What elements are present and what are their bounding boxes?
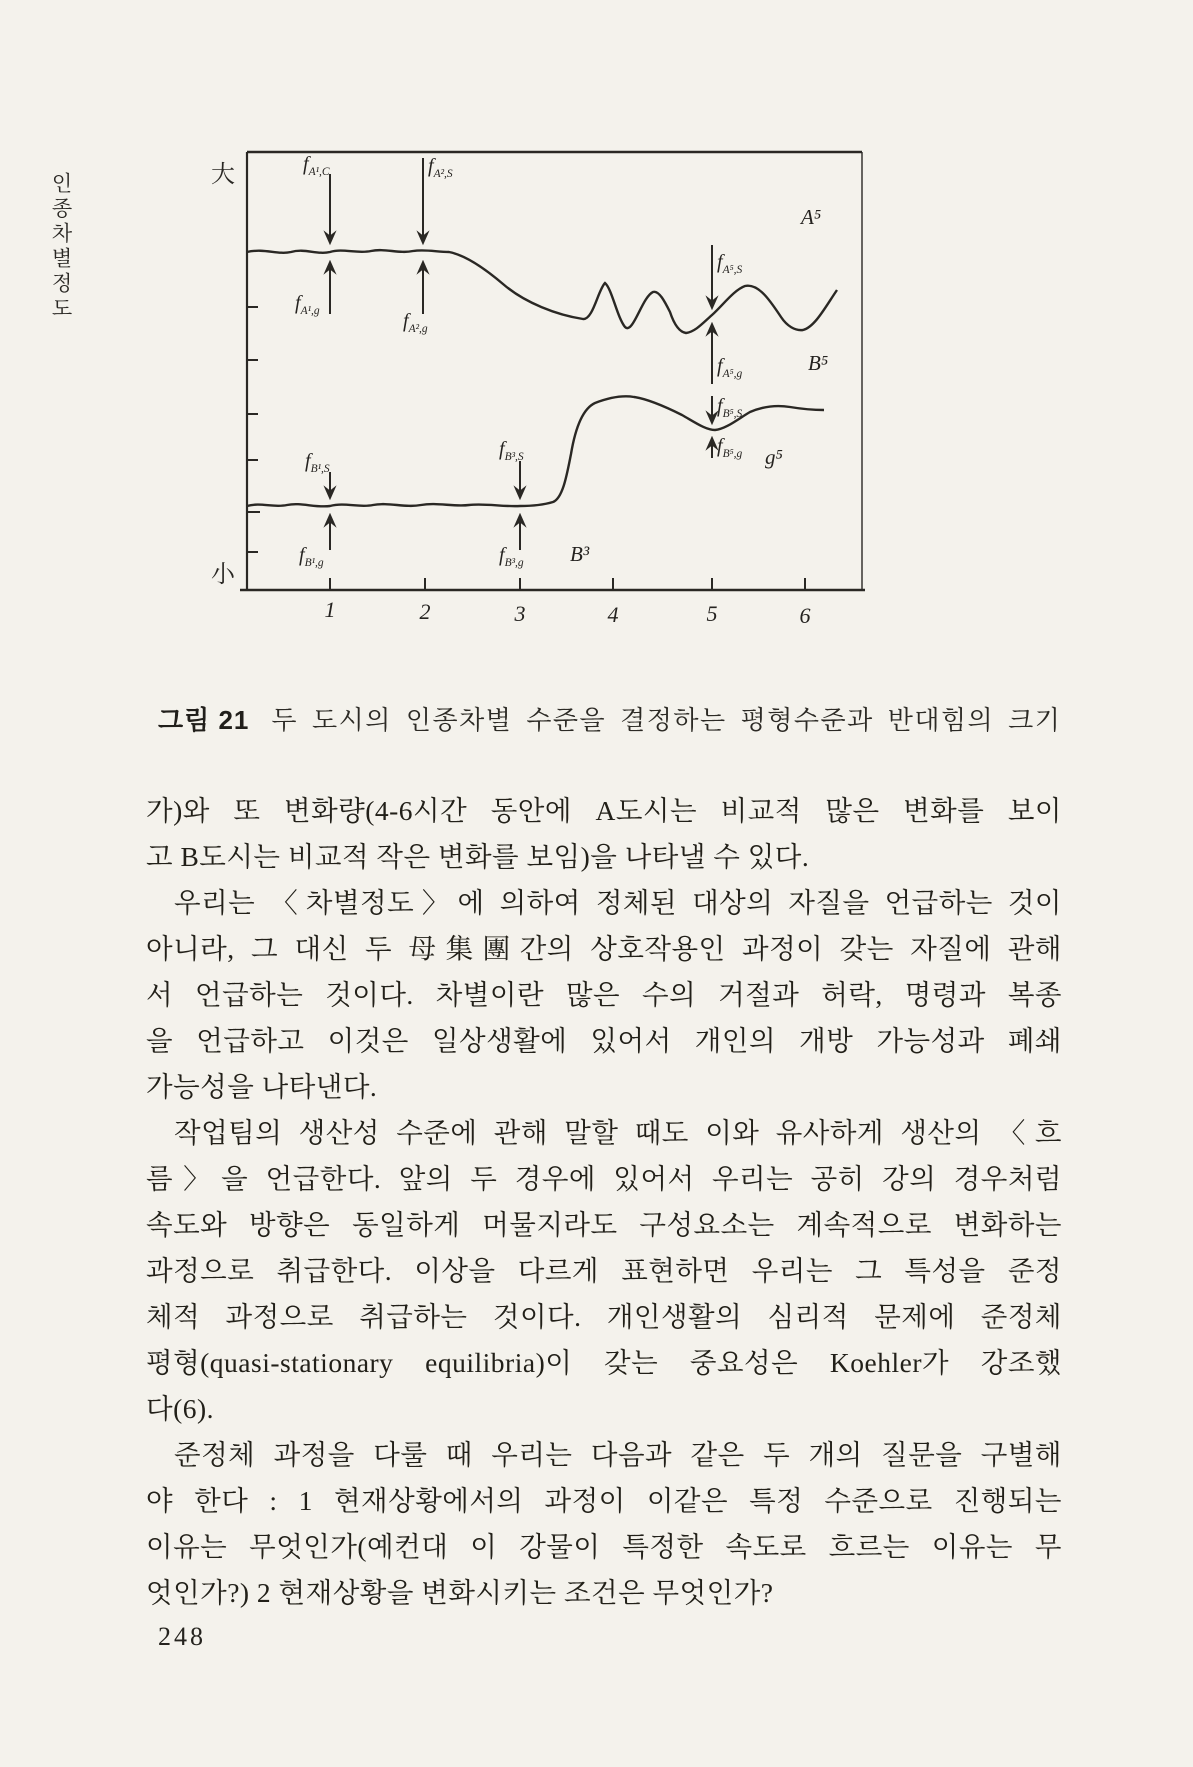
x-axis-labels <box>325 597 811 628</box>
curve-city-a <box>247 250 837 333</box>
body-line: 이유는 무엇인가(예컨대 이 강물이 특정한 속도로 흐르는 이유는 무 <box>146 1531 1062 1562</box>
body-line: 준정체 과정을 다룰 때 우리는 다음과 같은 두 개의 질문을 구별해 <box>174 1439 1062 1470</box>
y-axis-min-label: 小 <box>211 562 235 588</box>
curve-label-g5: g⁵ <box>765 445 783 469</box>
figure-caption-text: 두 도시의 인종차별 수준을 결정하는 평형수준과 반대힘의 크기 <box>271 706 1062 735</box>
x-tick-4: 4 <box>607 602 619 627</box>
page-number: 248 <box>158 1622 206 1651</box>
body-line: 야 한다 : 1 현재상황에서의 과정이 이같은 특정 수준으로 진행되는 <box>146 1485 1062 1516</box>
force-label-b3-down: $f_{B^3,S}$ <box>499 438 524 463</box>
curve-label-b5: B⁵ <box>808 351 829 375</box>
body-text <box>146 788 1062 1616</box>
x-axis-ticks <box>330 578 805 590</box>
curve-label-a5: A⁵ <box>801 205 822 229</box>
body-line: 체적 과정으로 취급하는 것이다. 개인생활의 심리적 문제에 준정체 <box>146 1301 1062 1332</box>
body-line: 작업팀의 생산성 수준에 관해 말할 때도 이와 유사하게 생산의 〈흐 <box>174 1117 1062 1148</box>
body-line: 평형(quasi-stationary equilibria)이 갖는 중요성은 Koehler가 강조했 <box>146 1347 1062 1378</box>
y-axis-ticks <box>247 307 260 552</box>
force-label-a2-up: $f_{A^2,g}$ <box>403 310 428 335</box>
force-label-a5-down: $f_{A^5,S}$ <box>717 251 743 276</box>
body-line: 가능성을 나타낸다. <box>146 1071 378 1102</box>
body-line: 속도와 방향은 동일하게 머물지라도 구성요소는 계속적으로 변화하는 <box>146 1209 1062 1240</box>
force-arrows <box>330 158 712 550</box>
body-line: 고 B도시는 비교적 작은 변화를 보임)을 나타낼 수 있다. <box>146 841 810 872</box>
body-line: 을 언급하고 이것은 일상생활에 있어서 개인의 개방 가능성과 폐쇄 <box>146 1025 1062 1056</box>
force-label-b1-up: $f_{B^1,g}$ <box>299 544 324 569</box>
y-axis-title: 인종차별정도 <box>49 172 73 322</box>
y-axis-max-label: 大 <box>211 162 235 188</box>
body-line: 과정으로 취급한다. 이상을 다르게 표현하면 우리는 그 특성을 준정 <box>146 1255 1062 1286</box>
x-tick-2: 2 <box>419 599 431 624</box>
force-label-b5-up: $f_{B^5,g}$ <box>717 435 743 460</box>
figure-caption <box>158 700 1062 737</box>
force-label-a1-down: $f_{A^1,C}$ <box>303 153 330 178</box>
curve-identity-labels <box>570 205 828 566</box>
body-line: 가)와 또 변화량(4-6시간 동안에 A도시는 비교적 많은 변화를 보이 <box>146 795 1062 826</box>
body-line: 다(6). <box>146 1393 215 1424</box>
force-label-a2-down: $f_{A^2,S}$ <box>428 155 453 180</box>
x-tick-3: 3 <box>514 601 526 626</box>
force-label-a1-up: $f_{A^1,g}$ <box>295 292 320 317</box>
body-line: 서 언급하는 것이다. 차별이란 많은 수의 거절과 허락, 명령과 복종 <box>146 979 1062 1010</box>
force-label-a5-up: $f_{A^5,g}$ <box>717 355 743 380</box>
x-tick-6: 6 <box>799 603 811 628</box>
body-line: 아니라, 그 대신 두 母集團간의 상호작용인 과정이 갖는 자질에 관해 <box>146 933 1062 964</box>
x-tick-5: 5 <box>706 601 718 626</box>
curve-label-b3: B³ <box>570 542 590 566</box>
figure-caption-number: 그림 21 <box>158 705 250 735</box>
force-label-b3-up: $f_{B^3,g}$ <box>499 544 524 569</box>
body-line: 름〉을 언급한다. 앞의 두 경우에 있어서 우리는 공히 강의 경우처럼 <box>146 1163 1062 1194</box>
body-line: 엇인가?) 2 현재상황을 변화시키는 조건은 무엇인가? <box>146 1577 774 1608</box>
equilibrium-chart-svg <box>165 112 905 652</box>
plot-frame <box>240 152 865 590</box>
x-tick-1: 1 <box>324 597 336 622</box>
force-label-b1-down: $f_{B^1,S}$ <box>305 450 330 475</box>
figure-21-chart <box>165 112 905 652</box>
body-line: 우리는 〈차별정도〉에 의하여 정체된 대상의 자질을 언급하는 것이 <box>174 887 1063 918</box>
force-label-b5-down: $f_{B^5,S}$ <box>717 395 743 420</box>
